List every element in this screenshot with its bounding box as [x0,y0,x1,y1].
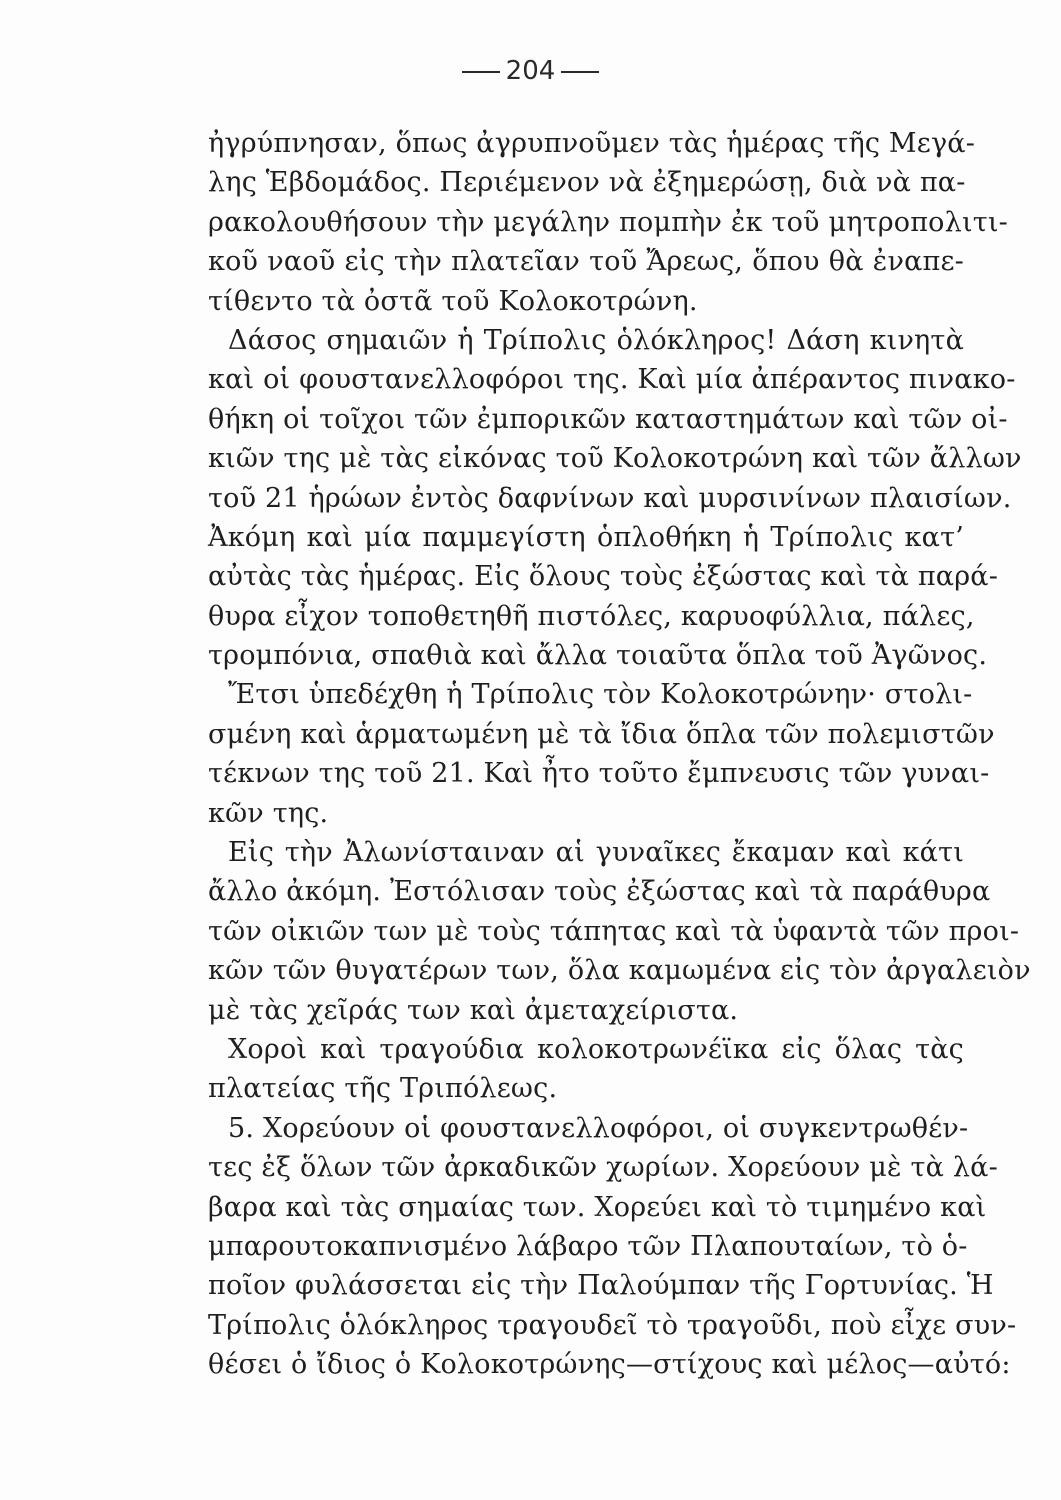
body-text [208,124,1031,1385]
text-line: Χοροὶ καὶ τραγούδια κολοκοτρωνέϊκα εἰς ὅλας τὰς [228,1033,964,1065]
text-line: θέσει ὁ ἴδιος ὁ Κολοκοτρώνης—στίχους καὶ μέλος—αὐτό: [208,1349,1011,1381]
text-line: κοῦ ναοῦ εἰς τὴν πλατεῖαν τοῦ Ἄρεως, ὅπου θὰ ἐναπε- [208,246,964,278]
text-line: τίθεντο τὰ ὀστᾶ τοῦ Κολοκοτρώνη. [208,285,698,317]
text-line: 5. Χορεύουν οἱ φουστανελλοφόροι, οἱ συγκεντρωθέν- [228,1112,969,1144]
text-line: λης Ἑβδομάδος. Περιέμενον νὰ ἐξημερώσῃ, διὰ νὰ πα- [208,167,966,199]
text-line: κῶν τῶν θυγατέρων των, ὅλα καμωμένα εἰς τὸν ἀργαλειὸν [208,955,1031,987]
text-line: βαρα καὶ τὰς σημαίας των. Χορεύει καὶ τὸ τιμημένο καὶ [208,1191,987,1223]
text-line: σμένη καὶ ἁρματωμένη μὲ τὰ ἴδια ὅπλα τῶν πολεμιστῶν [208,718,995,750]
text-line: ἄλλο ἀκόμη. Ἐστόλισαν τοὺς ἐξώστας καὶ τὰ παράθυρα [208,876,991,908]
text-line: θυρα εἶχον τοποθετηθῆ πιστόλες, καρυοφύλλια, πάλες, [208,600,975,632]
text-line: τοῦ 21 ἡρώων ἐντὸς δαφνίνων καὶ μυρσινίνων πλαισίων. [208,482,1012,514]
text-line: κῶν της. [208,797,329,829]
dash-left [462,71,500,73]
text-line: Τρίπολις ὁλόκληρος τραγουδεῖ τὸ τραγοῦδι, ποὺ εἶχε συν- [208,1309,1017,1341]
text-line: αὐτὰς τὰς ἡμέρας. Εἰς ὅλους τοὺς ἐξώστας καὶ τὰ παρά- [208,561,999,593]
text-line: ρακολουθήσουν τὴν μεγάλην πομπὴν ἐκ τοῦ μητροπολιτι- [208,206,1008,238]
text-line: τρομπόνια, σπαθιὰ καὶ ἄλλα τοιαῦτα ὅπλα τοῦ Ἀγῶνος. [208,640,988,672]
text-line: Εἰς τὴν Ἀλωνίσταιναν αἱ γυναῖκες ἔκαμαν καὶ κάτι [228,837,964,869]
text-line: ποῖον φυλάσσεται εἰς τὴν Παλούμπαν τῆς Γορτυνίας. Ἡ [208,1270,994,1302]
text-line: μὲ τὰς χεῖράς των καὶ ἀμεταχείριστα. [208,994,739,1026]
text-line: τῶν οἰκιῶν των μὲ τοὺς τάπητας καὶ τὰ ὑφαντὰ τῶν προι- [208,915,1020,947]
text-line: Δάσος σημαιῶν ἡ Τρίπολις ὁλόκληρος! Δάση κινητὰ [228,324,964,356]
page-number: 204 [505,56,556,86]
text-line: ἠγρύπνησαν, ὅπως ἀγρυπνοῦμεν τὰς ἡμέρας τῆς Μεγά- [208,128,976,159]
text-line: Ἔτσι ὑπεδέχθη ἡ Τρίπολις τὸν Κολοκοτρώνην· στολι- [228,679,973,711]
text-line: θήκη οἱ τοῖχοι τῶν ἐμπορικῶν καταστημάτων καὶ τῶν οἰ- [208,403,1008,435]
text-line: τέκνων της τοῦ 21. Καὶ ἦτο τοῦτο ἔμπνευσις τῶν γυναι- [208,758,990,790]
text-line: πλατείας τῆς Τριπόλεως. [208,1073,558,1105]
text-line: κιῶν της μὲ τὰς εἰκόνας τοῦ Κολοκοτρώνη καὶ τῶν ἄλλων [208,443,1022,475]
page-number-header [0,56,1061,86]
dash-right [561,71,599,73]
text-line: Ἀκόμη καὶ μία παμμεγίστη ὁπλοθήκη ἡ Τρίπολις κατ’ [208,521,964,553]
text-line: μπαρουτοκαπνισμένο λάβαρο τῶν Πλαπουταίων, τὸ ὁ- [208,1230,968,1262]
text-line: καὶ οἱ φουστανελλοφόροι της. Καὶ μία ἀπέραντος πινακο- [208,364,1016,396]
text-line: τες ἐξ ὅλων τῶν ἀρκαδικῶν χωρίων. Χορεύουν μὲ τὰ λά- [208,1152,998,1184]
